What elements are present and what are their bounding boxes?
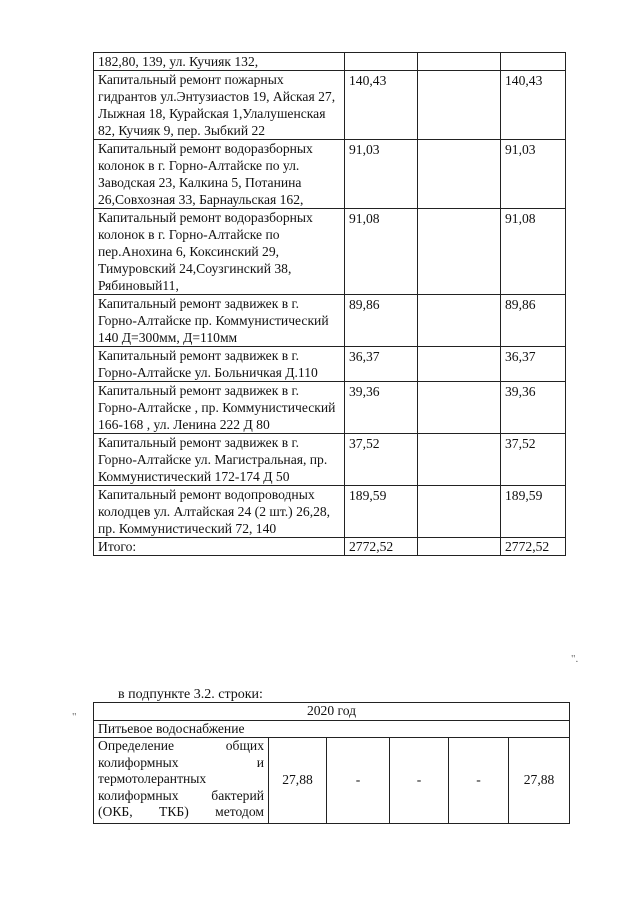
section-row [94, 720, 570, 738]
work-description: Капитальный ремонт задвижек в г. Горно-Алтайске ул. Магистральная, пр. Коммунистический 172-174 Д 50 [94, 434, 345, 486]
value-cell [418, 486, 501, 538]
value-cell [418, 53, 501, 71]
table-row [94, 295, 566, 347]
work-description: Капитальный ремонт водоразборных колонок в г. Горно-Алтайске по пер.Анохина 6, Коксинский 29, Тимуровский 24,Соузгинский 38, Рябиновый11, [94, 209, 345, 295]
value-cell [418, 347, 501, 382]
value-cell: 39,36 [345, 382, 418, 434]
work-description: Капитальный ремонт задвижек в г. Горно-Алтайске ул. Больничкая Д.110 [94, 347, 345, 382]
value-cell [501, 53, 566, 71]
section-header: Питьевое водоснабжение [94, 720, 570, 738]
subheading: в подпункте 3.2. строки: [118, 687, 263, 702]
value-cell: 27,88 [269, 738, 327, 824]
year-row [94, 703, 570, 721]
total-value: 2772,52 [501, 538, 566, 556]
work-description: 182,80, 139, ул. Кучияк 132, [94, 53, 345, 71]
value-cell: 39,36 [501, 382, 566, 434]
value-cell [345, 53, 418, 71]
table-row [94, 53, 566, 71]
value-cell: 36,37 [345, 347, 418, 382]
value-cell [418, 434, 501, 486]
table-row [94, 347, 566, 382]
work-description: Капитальный ремонт задвижек в г. Горно-Алтайске , пр. Коммунистический 166-168 , ул. Ленина 222 Д 80 [94, 382, 345, 434]
table-row [94, 738, 570, 824]
opening-quote-mark: " [72, 711, 77, 723]
value-cell: - [449, 738, 509, 824]
work-description: Капитальный ремонт водопроводных колодцев ул. Алтайская 24 (2 шт.) 26,28, пр. Коммунистический 72, 140 [94, 486, 345, 538]
table-row [94, 71, 566, 140]
work-description: Капитальный ремонт пожарных гидрантов ул.Энтузиастов 19, Айская 27, Лыжная 18, Курайская 1,Улалушенская 82, Кучияк 9, пер. Зыбкий 22 [94, 71, 345, 140]
value-cell: 91,03 [501, 140, 566, 209]
value-cell [418, 71, 501, 140]
value-cell: 140,43 [345, 71, 418, 140]
work-description: Капитальный ремонт задвижек в г. Горно-Алтайске пр. Коммунистический 140 Д=300мм, Д=110мм [94, 295, 345, 347]
value-cell: - [390, 738, 449, 824]
table-row [94, 140, 566, 209]
total-value [418, 538, 501, 556]
total-label: Итого: [94, 538, 345, 556]
value-cell: 89,86 [501, 295, 566, 347]
year-table [93, 702, 570, 824]
value-cell: 37,52 [345, 434, 418, 486]
year-header: 2020 год [94, 703, 570, 721]
table-row [94, 486, 566, 538]
value-cell: 189,59 [345, 486, 418, 538]
value-cell: 37,52 [501, 434, 566, 486]
item-description: Определение общих колиформных и термотолерантных колиформных бактерий (ОКБ, ТКБ) методом [94, 738, 269, 824]
value-cell [418, 140, 501, 209]
value-cell: 189,59 [501, 486, 566, 538]
value-cell [418, 382, 501, 434]
work-description: Капитальный ремонт водоразборных колонок в г. Горно-Алтайске по ул. Заводская 23, Калкина 5, Потанина 26,Совхозная 33, Барнаульская 162, [94, 140, 345, 209]
value-cell [418, 209, 501, 295]
value-cell: 27,88 [509, 738, 570, 824]
table-row [94, 434, 566, 486]
value-cell: 140,43 [501, 71, 566, 140]
value-cell: 91,08 [501, 209, 566, 295]
total-value: 2772,52 [345, 538, 418, 556]
table-row [94, 382, 566, 434]
value-cell: 91,03 [345, 140, 418, 209]
value-cell: - [327, 738, 390, 824]
value-cell: 89,86 [345, 295, 418, 347]
works-table [93, 52, 566, 556]
total-row [94, 538, 566, 556]
value-cell: 36,37 [501, 347, 566, 382]
value-cell [418, 295, 501, 347]
table-row [94, 209, 566, 295]
closing-quote-mark: ". [571, 653, 579, 665]
value-cell: 91,08 [345, 209, 418, 295]
works-table-body [94, 53, 566, 556]
